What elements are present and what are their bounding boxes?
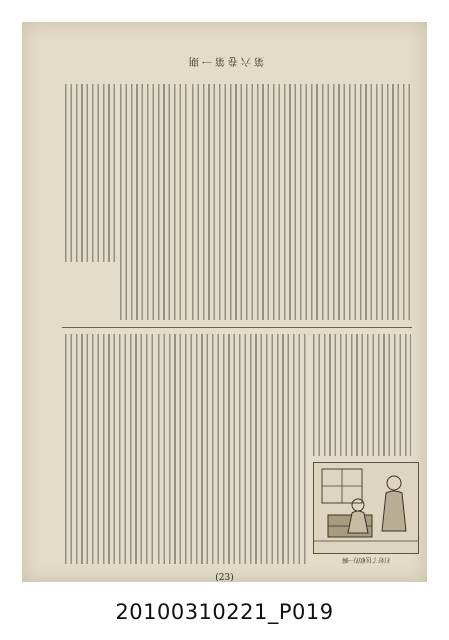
text-block-lower-right (313, 334, 411, 456)
page-number: (23) (215, 573, 234, 582)
document-id-label: 20100310221_P019 (115, 600, 334, 624)
illustration-drawing (314, 463, 418, 553)
running-header (22, 52, 427, 71)
text-block-upper-right (322, 84, 410, 320)
text-block-upper-left (65, 84, 117, 262)
illustration-caption: 打好了包袱的一瞬 (341, 556, 390, 563)
scanned-page (22, 22, 427, 582)
text-block-lower-mid (158, 334, 308, 564)
running-header-text: 第六卷第一期 (185, 55, 264, 66)
illustration-image (313, 462, 419, 554)
horizontal-rule (62, 327, 412, 328)
text-block-upper-mid (192, 84, 320, 320)
text-block-upper-left-2 (120, 84, 190, 320)
text-block-lower-left (65, 334, 155, 564)
